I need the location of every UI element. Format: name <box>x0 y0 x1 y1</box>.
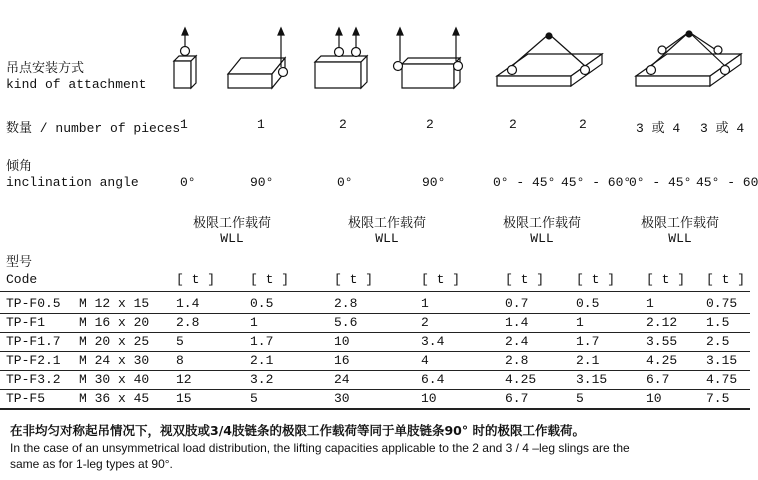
row-value: 1.5 <box>706 315 730 330</box>
inclination-value: 0° <box>180 175 196 190</box>
row-value: 24 <box>334 372 350 387</box>
wll-header-en: WLL <box>220 231 244 246</box>
row-size: M 20 x 25 <box>79 334 150 349</box>
model-label-cn: 型号 <box>6 255 33 270</box>
note-cn: 在非均匀对称起吊情况下，视双肢或3/4肢链条的极限工作载荷等同于单肢链条90° 时的极限工作载荷。 <box>10 423 585 438</box>
row-value: 1.4 <box>505 315 529 330</box>
unit-label: [ t ] <box>706 272 746 287</box>
row-value: 1 <box>250 315 258 330</box>
wll-header-en: WLL <box>375 231 399 246</box>
wll-header <box>620 212 740 246</box>
row-code: TP-F1.7 <box>6 334 61 349</box>
row-value: 3.4 <box>421 334 445 349</box>
row-value: 1 <box>576 315 584 330</box>
inclination-value: 0° - 45° <box>493 175 556 190</box>
pieces-value: 1 <box>257 117 265 132</box>
row-code: TP-F0.5 <box>6 296 61 311</box>
row-value: 1.7 <box>250 334 274 349</box>
wll-header-cn: 极限工作载荷 <box>640 216 719 231</box>
pieces-value: 2 <box>509 117 517 132</box>
row-value: 6.7 <box>646 372 670 387</box>
code-label: Code <box>6 272 38 287</box>
row-divider <box>0 370 750 371</box>
row-size: M 24 x 30 <box>79 353 150 368</box>
pieces-label: 数量 / number of pieces <box>6 121 181 136</box>
row-value: 2.1 <box>576 353 600 368</box>
row-value: 1.7 <box>576 334 600 349</box>
diagram-single-side <box>228 28 288 88</box>
row-value: 6.7 <box>505 391 529 406</box>
row-value: 4.25 <box>505 372 537 387</box>
pieces-value: 3 或 4 <box>700 121 745 136</box>
unit-label: [ t ] <box>505 272 545 287</box>
row-value: 16 <box>334 353 350 368</box>
note-en-line2: same as for 1-leg types at 90°. <box>10 457 173 471</box>
row-value: 10 <box>646 391 662 406</box>
row-value: 7.5 <box>706 391 730 406</box>
row-divider <box>0 351 750 352</box>
unit-label: [ t ] <box>250 272 290 287</box>
row-value: 0.5 <box>250 296 274 311</box>
row-value: 1 <box>421 296 429 311</box>
inclination-value: 0° - 45° <box>629 175 692 190</box>
inclination-value: 0° <box>337 175 353 190</box>
row-value: 8 <box>176 353 184 368</box>
row-value: 1 <box>646 296 654 311</box>
row-value: 4.75 <box>706 372 738 387</box>
row-code: TP-F2.1 <box>6 353 61 368</box>
wll-header <box>482 212 602 246</box>
attachment-label-en: kind of attachment <box>6 77 147 92</box>
row-value: 6.4 <box>421 372 445 387</box>
pieces-value: 1 <box>180 117 188 132</box>
row-value: 2.12 <box>646 315 678 330</box>
row-size: M 36 x 45 <box>79 391 150 406</box>
row-value: 5 <box>176 334 184 349</box>
inclination-value: 90° <box>250 175 274 190</box>
row-code: TP-F3.2 <box>6 372 61 387</box>
pieces-value: 2 <box>339 117 347 132</box>
inclination-value: 45° - 60° <box>561 175 632 190</box>
diagram-four-leg-sling <box>636 31 741 86</box>
wll-header <box>172 212 292 246</box>
row-value: 3.15 <box>706 353 738 368</box>
inclination-label-en: inclination angle <box>6 175 139 190</box>
row-size: M 30 x 40 <box>79 372 150 387</box>
row-value: 5 <box>576 391 584 406</box>
row-value: 2.4 <box>505 334 529 349</box>
unit-label: [ t ] <box>421 272 461 287</box>
table-bottom-rule <box>0 408 750 410</box>
row-value: 1.4 <box>176 296 200 311</box>
row-value: 0.75 <box>706 296 738 311</box>
attachment-label-cn: 吊点安装方式 <box>6 61 85 76</box>
row-value: 0.7 <box>505 296 529 311</box>
row-divider <box>0 332 750 333</box>
inclination-value: 90° <box>422 175 446 190</box>
unit-label: [ t ] <box>334 272 374 287</box>
row-value: 2.8 <box>505 353 529 368</box>
note-en-line1: In the case of an unsymmetrical load distribution, the lifting capacities applicable to the 2 and 3 / 4 –leg slings are the <box>10 441 630 455</box>
diagram-single-vertical <box>174 28 196 88</box>
row-value: 3.15 <box>576 372 608 387</box>
row-divider <box>0 313 750 314</box>
row-value: 4.25 <box>646 353 678 368</box>
wll-header <box>327 212 447 246</box>
pieces-value: 3 或 4 <box>636 121 681 136</box>
row-value: 5.6 <box>334 315 358 330</box>
row-value: 10 <box>421 391 437 406</box>
wll-header-en: WLL <box>530 231 554 246</box>
diagram-double-side <box>394 28 463 88</box>
inclination-label-cn: 倾角 <box>6 159 33 174</box>
row-value: 30 <box>334 391 350 406</box>
row-value: 2 <box>421 315 429 330</box>
row-value: 5 <box>250 391 258 406</box>
wll-header-cn: 极限工作载荷 <box>502 216 581 231</box>
row-divider <box>0 389 750 390</box>
wll-header-en: WLL <box>668 231 692 246</box>
row-value: 2.8 <box>176 315 200 330</box>
row-value: 12 <box>176 372 192 387</box>
row-size: M 16 x 20 <box>79 315 150 330</box>
diagram-two-leg-sling <box>497 33 602 86</box>
row-code: TP-F5 <box>6 391 46 406</box>
row-size: M 12 x 15 <box>79 296 150 311</box>
row-value: 2.5 <box>706 334 730 349</box>
row-value: 15 <box>176 391 192 406</box>
attachment-diagrams <box>0 0 750 110</box>
row-value: 2.1 <box>250 353 274 368</box>
row-value: 4 <box>421 353 429 368</box>
wll-header-cn: 极限工作载荷 <box>192 216 271 231</box>
row-value: 3.55 <box>646 334 678 349</box>
diagram-double-vertical <box>315 28 367 88</box>
pieces-value: 2 <box>579 117 587 132</box>
row-value: 0.5 <box>576 296 600 311</box>
unit-label: [ t ] <box>576 272 616 287</box>
row-value: 2.8 <box>334 296 358 311</box>
pieces-value: 2 <box>426 117 434 132</box>
table-top-rule <box>0 291 750 292</box>
row-value: 10 <box>334 334 350 349</box>
row-code: TP-F1 <box>6 315 46 330</box>
wll-header-cn: 极限工作载荷 <box>347 216 426 231</box>
unit-label: [ t ] <box>176 272 216 287</box>
row-value: 3.2 <box>250 372 274 387</box>
inclination-value: 45° - 60 <box>696 175 758 190</box>
unit-label: [ t ] <box>646 272 686 287</box>
